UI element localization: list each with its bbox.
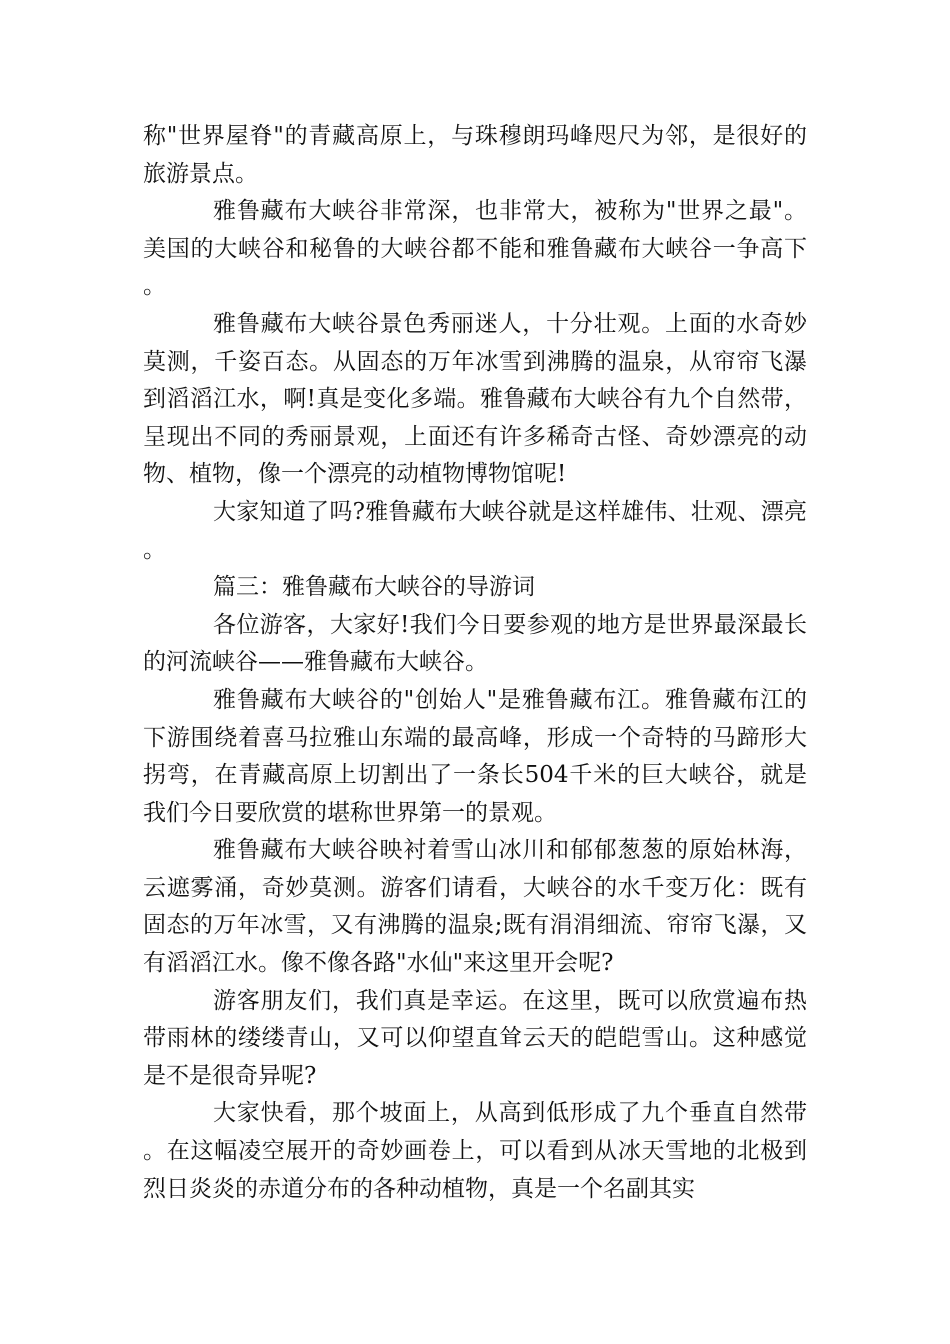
- section-heading: 篇三：雅鲁藏布大峡谷的导游词: [213, 574, 535, 601]
- paragraph-canyon-summary: 大家知道了吗?雅鲁藏布大峡谷就是这样雄伟、壮观、漂亮。: [143, 498, 807, 563]
- paragraph-natural-zones: 大家快看，那个坡面上，从高到低形成了九个垂直自然带。在这幅凌空展开的奇妙画卷上，可以看到从冰天雪地的北极到烈日炎炎的赤道分布的各种动植物，真是一个名副其实: [143, 1100, 807, 1202]
- paragraph-mountains: 游客朋友们，我们真是幸运。在这里，既可以欣赏遍布热带雨林的缕缕青山，又可以仰望直耸云天的皑皑雪山。这种感觉是不是很奇异呢?: [143, 987, 807, 1089]
- paragraph-river-origin: 雅鲁藏布大峡谷的"创始人"是雅鲁藏布江。雅鲁藏布江的下游围绕着喜马拉雅山东端的最高峰，形成一个奇特的马蹄形大拐弯，在青藏高原上切割出了一条长504千米的巨大峡谷，就是我们今日要欣赏的堪称世界第一的景观。: [143, 686, 807, 826]
- paragraph-continuation: 称"世界屋脊"的青藏高原上，与珠穆朗玛峰咫尺为邻，是很好的旅游景点。: [143, 123, 807, 187]
- paragraph-water-variety: 雅鲁藏布大峡谷映衬着雪山冰川和郁郁葱葱的原始林海，云遮雾涌，奇妙莫测。游客们请看，大峡谷的水千变万化：既有固态的万年冰雪，又有沸腾的温泉;既有涓涓细流、帘帘飞瀑，又有滔滔江水。像不像各路"水仙"来这里开会呢?: [143, 837, 807, 977]
- paragraph-canyon-scenery: 雅鲁藏布大峡谷景色秀丽迷人，十分壮观。上面的水奇妙莫测，千姿百态。从固态的万年冰雪到沸腾的温泉，从帘帘飞瀑到滔滔江水，啊!真是变化多端。雅鲁藏布大峡谷有九个自然带，呈现出不同的秀丽景观，上面还有许多稀奇古怪、奇妙漂亮的动物、植物，像一个漂亮的动植物博物馆呢!: [143, 310, 807, 488]
- paragraph-canyon-depth: 雅鲁藏布大峡谷非常深，也非常大，被称为"世界之最"。美国的大峡谷和秘鲁的大峡谷都不能和雅鲁藏布大峡谷一争高下。: [143, 198, 807, 300]
- document-page: [143, 118, 807, 1208]
- paragraph-greeting: 各位游客，大家好!我们今日要参观的地方是世界最深最长的河流峡谷——雅鲁藏布大峡谷。: [143, 611, 807, 676]
